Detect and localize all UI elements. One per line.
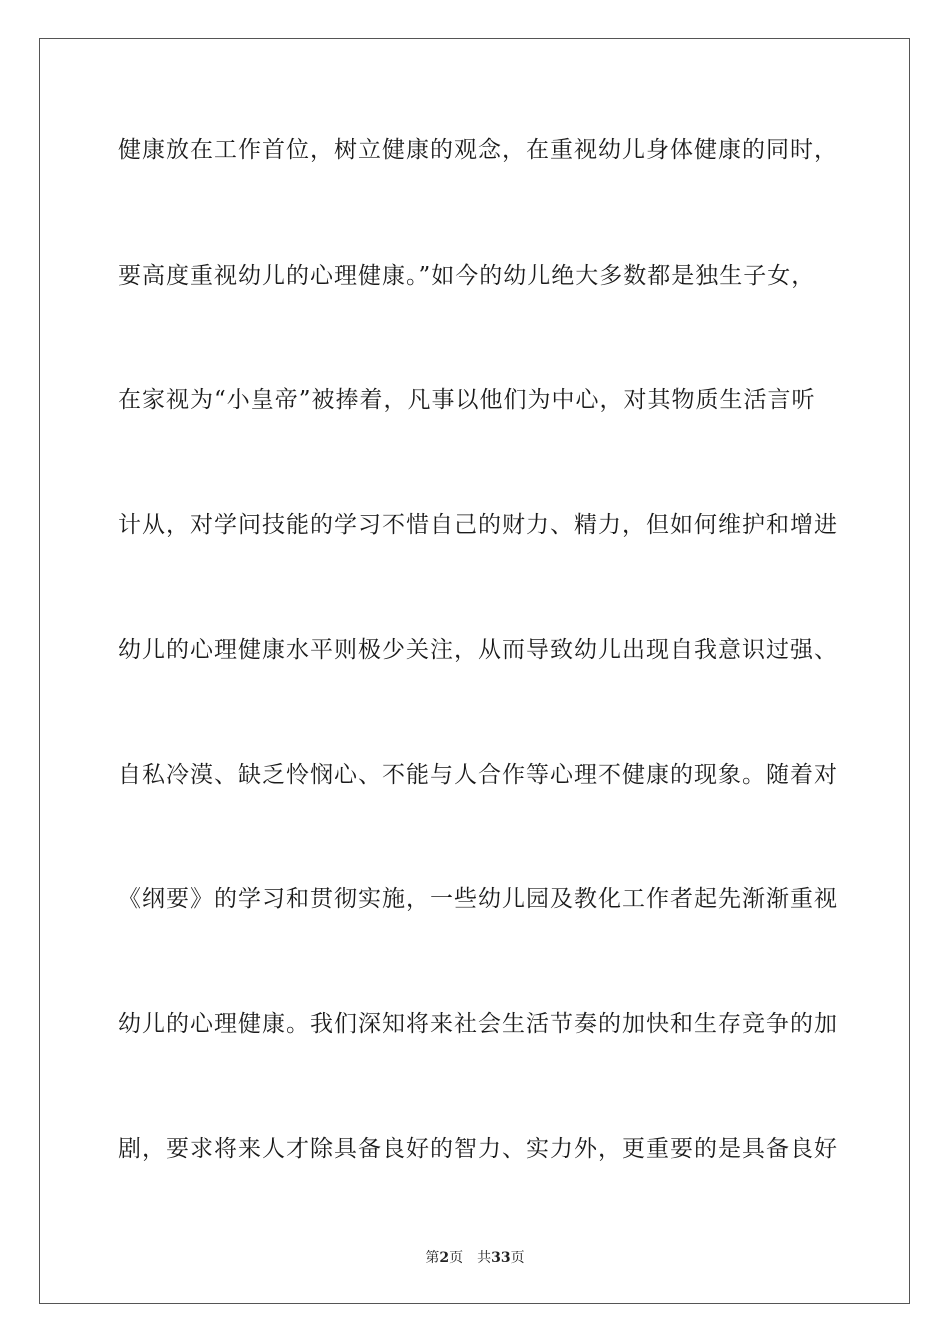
text-line: 计从，对学问技能的学习不惜自己的财力、精力，但如何维护和增进: [118, 512, 838, 538]
text-line: 《纲要》的学习和贯彻实施，一些幼儿园及教化工作者起先渐渐重视: [118, 886, 838, 912]
page-prefix: 第: [425, 1250, 440, 1266]
page-suffix: 页: [449, 1250, 464, 1266]
text-line: 自私冷漠、缺乏怜悯心、不能与人合作等心理不健康的现象。随着对: [118, 762, 838, 788]
text-line: 剧，要求将来人才除具备良好的智力、实力外，更重要的是具备良好: [118, 1136, 838, 1162]
total-suffix: 页: [510, 1250, 525, 1266]
total-pages: 33: [491, 1250, 511, 1266]
text-line: 在家视为“小皇帝”被捧着，凡事以他们为中心，对其物质生活言听: [118, 387, 816, 413]
text-line: 幼儿的心理健康。我们深知将来社会生活节奏的加快和生存竞争的加: [118, 1011, 838, 1037]
total-prefix: 共: [477, 1250, 492, 1266]
text-line: 要高度重视幼儿的心理健康。”如今的幼儿绝大多数都是独生子女，: [118, 263, 816, 289]
page-footer: [0, 1249, 950, 1267]
text-line: 幼儿的心理健康水平则极少关注，从而导致幼儿出现自我意识过强、: [118, 637, 838, 663]
text-line: 健康放在工作首位，树立健康的观念，在重视幼儿身体健康的同时，: [118, 137, 838, 163]
page-number: 2: [439, 1250, 450, 1266]
page-border: [39, 38, 910, 1304]
